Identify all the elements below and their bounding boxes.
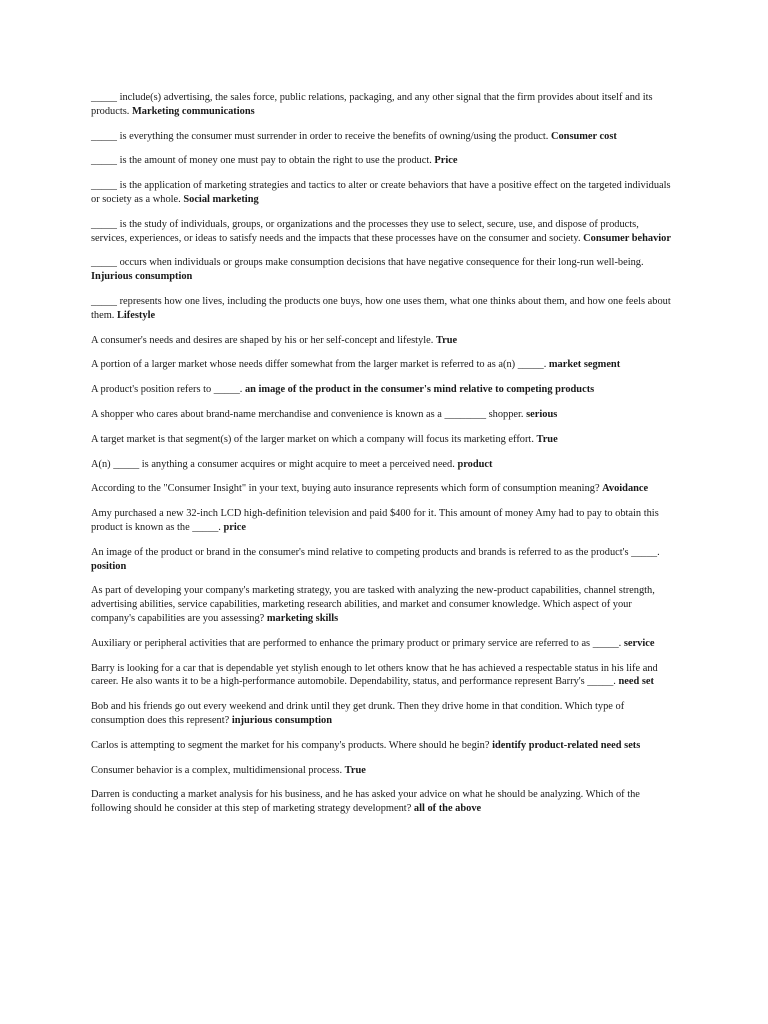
- question-text: An image of the product or brand in the consumer's mind relative to competing products and brands is referred to as the product's _____.: [91, 546, 660, 558]
- answer-text: True: [536, 433, 558, 445]
- question-text: _____ occurs when individuals or groups make consumption decisions that have negative consequence for their long-run well-being.: [91, 257, 644, 269]
- flashcard-item: [91, 91, 676, 119]
- answer-text: need set: [618, 676, 654, 688]
- answer-text: Avoidance: [602, 483, 649, 495]
- question-text: Darren is conducting a market analysis for his business, and he has asked your advice on what he should be analyzing. Which of the following should he consider at this step of marketing strategy development?: [91, 789, 640, 815]
- question-text: According to the "Consumer Insight" in your text, buying auto insurance represents which form of consumption meaning?: [91, 483, 603, 495]
- question-text: Consumer behavior is a complex, multidimensional process.: [91, 764, 345, 776]
- flashcard-item: [91, 130, 676, 144]
- flashcard-item: [91, 584, 676, 625]
- question-text: A consumer's needs and desires are shaped by his or her self-concept and lifestyle.: [91, 334, 436, 346]
- answer-text: injurious consumption: [231, 714, 333, 726]
- flashcard-item: [91, 788, 676, 816]
- answer-text: serious: [526, 408, 558, 420]
- question-text: Barry is looking for a car that is dependable yet stylish enough to let others know that he has achieved a respectable status in his life and career. He also wants it to be a high-performance automobile. Dependability, status, and performance represent Barry's _____.: [91, 662, 658, 688]
- answer-text: identify product-related need sets: [492, 739, 641, 751]
- question-text: As part of developing your company's marketing strategy, you are tasked with analyzing the new-product capabilities, channel strength, advertising abilities, service capabilities, marketing research abilities, and market and consumer knowledge. Which aspect of your company's capabilities are you assessing?: [91, 585, 655, 624]
- flashcard-item: [91, 218, 676, 246]
- question-text: A(n) _____ is anything a consumer acquires or might acquire to meet a perceived need.: [91, 458, 458, 470]
- flashcard-item: [91, 700, 676, 728]
- flashcard-item: [91, 334, 676, 348]
- answer-text: market segment: [548, 359, 621, 371]
- question-text: _____ include(s) advertising, the sales force, public relations, packaging, and any other signal that the firm provides about itself and its products.: [91, 92, 653, 117]
- question-text: _____ is the amount of money one must pay to obtain the right to use the product.: [91, 155, 435, 167]
- answer-text: Injurious consumption: [91, 271, 193, 283]
- flashcard-item: [91, 507, 676, 535]
- answer-text: an image of the product in the consumer's mind relative to competing products: [244, 384, 595, 396]
- question-text: A portion of a larger market whose needs differ somewhat from the larger market is referred to as a(n) _____.: [91, 359, 549, 371]
- answer-text: True: [344, 764, 366, 776]
- question-text: _____ is the application of marketing strategies and tactics to alter or create behaviors that have a positive effect on the targeted individuals or society as a whole.: [91, 180, 671, 205]
- question-text: _____ is the study of individuals, groups, or organizations and the processes they use to select, secure, use, and dispose of products, services, experiences, or ideas to satisfy needs and the impacts that these processes have on the consumer and society.: [91, 218, 639, 244]
- flashcard-item: [91, 482, 676, 496]
- question-text: A target market is that segment(s) of the larger market on which a company will focus its marketing effort.: [91, 433, 537, 445]
- question-text: Amy purchased a new 32-inch LCD high-definition television and paid $400 for it. This amount of money Amy had to pay to obtain this product is known as the _____.: [91, 508, 659, 533]
- flashcard-item: [91, 546, 676, 574]
- answer-text: marketing skills: [266, 612, 339, 624]
- question-text: _____ represents how one lives, including the products one buys, how one uses them, what one thinks about them, and how one feels about them.: [91, 295, 671, 321]
- answer-text: Price: [434, 155, 458, 167]
- document-page: [91, 91, 676, 827]
- flashcard-item: [91, 433, 676, 447]
- answer-text: Consumer cost: [550, 130, 617, 142]
- answer-text: service: [623, 637, 655, 649]
- answer-text: True: [435, 334, 458, 346]
- question-text: _____ is everything the consumer must surrender in order to receive the benefits of owning/using the product.: [91, 130, 551, 142]
- answer-text: Consumer behavior: [583, 232, 671, 244]
- question-text: Carlos is attempting to segment the market for his company's products. Where should he begin?: [91, 739, 493, 751]
- flashcard-item: [91, 358, 676, 372]
- flashcard-item: [91, 295, 676, 323]
- flashcard-item: [91, 256, 676, 284]
- question-text: Auxiliary or peripheral activities that are performed to enhance the primary product or primary service are referred to as _____.: [91, 637, 624, 649]
- question-text: Bob and his friends go out every weekend and drink until they get drunk. Then they drive home in that condition. Which type of consumption does this represent?: [91, 701, 625, 726]
- answer-text: all of the above: [413, 803, 482, 815]
- flashcard-item: [91, 637, 676, 651]
- flashcard-item: [91, 408, 676, 422]
- question-text: A product's position refers to _____.: [91, 384, 245, 396]
- answer-text: Social marketing: [183, 193, 259, 205]
- flashcard-item: [91, 179, 676, 207]
- flashcard-item: [91, 764, 676, 778]
- answer-text: Marketing communications: [131, 105, 255, 117]
- answer-text: product: [457, 458, 493, 470]
- flashcard-item: [91, 458, 676, 472]
- answer-text: Lifestyle: [116, 309, 156, 321]
- answer-text: price: [223, 521, 246, 533]
- flashcard-item: [91, 739, 676, 753]
- flashcard-item: [91, 154, 676, 168]
- flashcard-item: [91, 662, 676, 690]
- question-text: A shopper who cares about brand-name merchandise and convenience is known as a ________ shopper.: [91, 408, 527, 420]
- flashcard-item: [91, 383, 676, 397]
- answer-text: position: [91, 560, 127, 572]
